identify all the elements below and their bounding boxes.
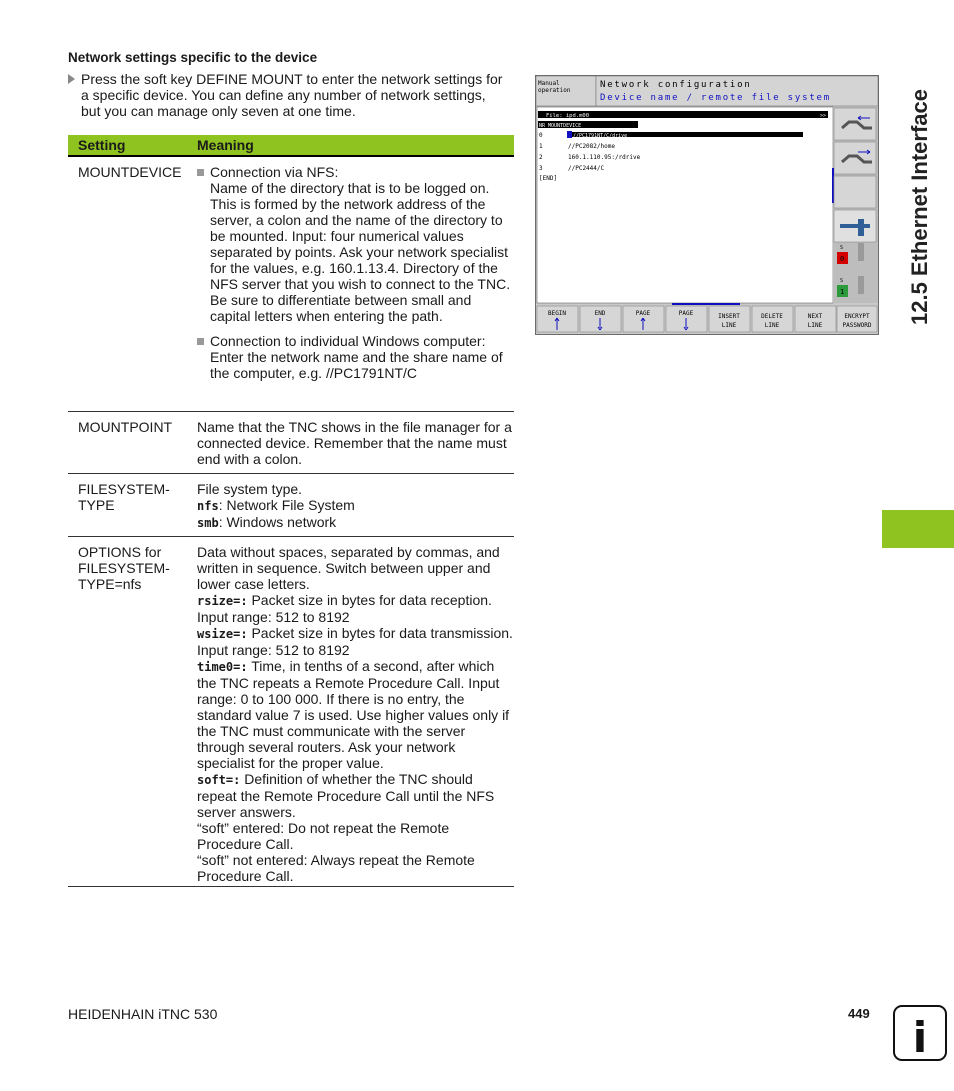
softkey-label: LINE	[721, 322, 737, 329]
settings-table	[68, 135, 514, 887]
row-filesystem	[68, 474, 514, 537]
section-heading: Network settings specific to the device	[68, 50, 318, 65]
intro-paragraph	[68, 71, 508, 119]
row-device-1: //PC2082/home	[568, 143, 615, 150]
softkey-label: PASSWORD	[842, 322, 872, 329]
softkey-label: DELETE	[761, 313, 783, 320]
chapter-side-tab	[873, 40, 953, 340]
meaning-cell	[197, 481, 514, 531]
timeo-line	[197, 658, 514, 771]
header-setting: Setting	[78, 137, 126, 153]
square-bullet-icon	[197, 338, 204, 345]
wsize-code: wsize=:	[197, 627, 248, 641]
file-label: File: ipd.m00	[546, 113, 590, 119]
wsize-desc: Packet size in bytes for data transmission. Input range: 512 to 8192	[197, 625, 513, 658]
info-letter: i	[912, 1013, 928, 1059]
soft-desc: Definition of whether the TNC should repeat the Remote Procedure Call until the NFS server answers.	[197, 771, 495, 820]
timeo-desc: Time, in tenths of a second, after which the TNC repeats a Remote Procedure Call. Input range: 0 to 100 000. If there is no entry, the standard value 7 is used. Use higher values only if the TNC must communicate with the server through several routers. Ask your network specialist for the proper value.	[197, 658, 510, 771]
info-icon-svg	[895, 1007, 945, 1059]
chapter-title: 12.5 Ethernet Interface	[907, 89, 932, 325]
vertical-softkey-2[interactable]	[834, 142, 876, 174]
screen-title-2: Device name / remote file system	[600, 93, 831, 103]
smb-desc: : Windows network	[218, 514, 337, 530]
intro-text: Press the soft key DEFINE MOUNT to enter the network settings for a specific device. You can define any number of network settings, but you can manage only seven at one time.	[81, 71, 503, 119]
bottom-softkeys	[537, 306, 877, 332]
soft-code: soft=:	[197, 773, 241, 787]
info-icon	[893, 1005, 947, 1061]
nfs-code: nfs	[197, 499, 219, 513]
vertical-softkey-1[interactable]	[834, 108, 876, 140]
options-intro: Data without spaces, separated by commas, and written in sequence. Switch between upper and lower case letters.	[197, 544, 500, 592]
row-nr-0: 0	[539, 132, 543, 139]
s-label-bottom: S	[840, 278, 844, 284]
filesystem-intro: File system type.	[197, 481, 303, 497]
row-mountpoint	[68, 412, 514, 474]
tnc-screenshot	[535, 75, 879, 335]
windows-title: Connection to individual Windows computer:	[210, 333, 486, 349]
mode-label-1: Manual	[538, 80, 560, 87]
row-nr-3: 3	[539, 165, 543, 172]
square-bullet-icon	[197, 169, 204, 176]
table-header	[68, 135, 514, 157]
timeo-code: time0=:	[197, 660, 248, 674]
soft-entered: “soft” entered: Do not repeat the Remote Procedure Call.	[197, 820, 450, 852]
nfs-item	[197, 164, 514, 180]
row-device-3: //PC2444/C	[568, 165, 605, 172]
header-meaning: Meaning	[197, 137, 254, 153]
arrow-bullet-icon	[68, 74, 75, 84]
meaning-cell	[197, 544, 514, 884]
row-nr-end: [END]	[539, 175, 558, 182]
s-value-1: 1	[840, 288, 845, 296]
softkey-label: PAGE	[635, 310, 651, 317]
setting-name: MOUNTDEVICE	[78, 164, 182, 180]
s-label-top: S	[840, 245, 844, 251]
softkey-label: ENCRYPT	[844, 313, 870, 320]
vertical-softkey-3[interactable]	[834, 176, 876, 208]
row-mountdevice	[68, 157, 514, 412]
chapter-color-tab	[882, 510, 954, 548]
softkey-label: LINE	[807, 322, 823, 329]
nfs-line	[197, 497, 514, 514]
wsize-line	[197, 625, 514, 658]
soft-line	[197, 771, 514, 820]
rsize-desc: Packet size in bytes for data reception. Input range: 512 to 8192	[197, 592, 492, 625]
softkey-label: INSERT	[718, 313, 740, 320]
meaning-cell	[197, 164, 514, 381]
down-arrow-icon	[858, 243, 864, 261]
row-nr-1: 1	[539, 143, 543, 150]
setting-name: MOUNTPOINT	[78, 419, 173, 435]
softkey-label: PAGE	[678, 310, 694, 317]
row-nr-2: 2	[539, 154, 543, 161]
nfs-text: Name of the directory that is to be logged on. This is formed by the network address of the server, a colon and the name of the directory to be mounted. Input: four numerical values separated by points. Ask your network specialist for the values, e.g. 160.1.13.4. Directory of the NFS server that you wish to connect to the TNC. Be sure to differentiate between small and capital letters when entering the path.	[210, 180, 511, 324]
softkey-label: BEGIN	[547, 310, 567, 317]
windows-item	[197, 333, 514, 349]
softkey-label: NEXT	[807, 313, 823, 320]
mode-label-2: operation	[538, 87, 571, 94]
rsize-line	[197, 592, 514, 625]
setting-name: OPTIONS for FILESYSTEM-TYPE=nfs	[78, 544, 170, 592]
setting-name: FILESYSTEM-TYPE	[78, 481, 170, 513]
footer-title: HEIDENHAIN iTNC 530	[68, 1006, 218, 1022]
s-value-0: 0	[840, 255, 845, 263]
meaning-cell: Name that the TNC shows in the file manager for a connected device. Remember that the name must end with a colon.	[197, 419, 512, 467]
rsize-code: rsize=:	[197, 594, 248, 608]
soft-not-entered: “soft” not entered: Always repeat the Remote Procedure Call.	[197, 852, 475, 884]
screen-title-1: Network configuration	[600, 80, 752, 90]
smb-code: smb	[197, 516, 219, 530]
down-arrow-icon	[858, 276, 864, 294]
scroll-right-icon: >>	[820, 113, 827, 119]
nfs-title: Connection via NFS:	[210, 164, 339, 180]
softkey-label: LINE	[764, 322, 780, 329]
tnc-screen-svg	[536, 76, 878, 334]
softkey-label: END	[594, 310, 606, 317]
row-device-0: //PC1791NT/C/drive	[573, 133, 628, 139]
windows-text: Enter the network name and the share name of the computer, e.g. //PC1791NT/C	[210, 349, 503, 381]
smb-line	[197, 514, 514, 531]
header-columns: NR MOUNTDEVICE	[539, 123, 582, 129]
nfs-desc: : Network File System	[218, 497, 355, 513]
row-options	[68, 537, 514, 887]
row-device-2: 160.1.110.95:/rdrive	[568, 154, 641, 161]
page-number: 449	[848, 1006, 870, 1021]
